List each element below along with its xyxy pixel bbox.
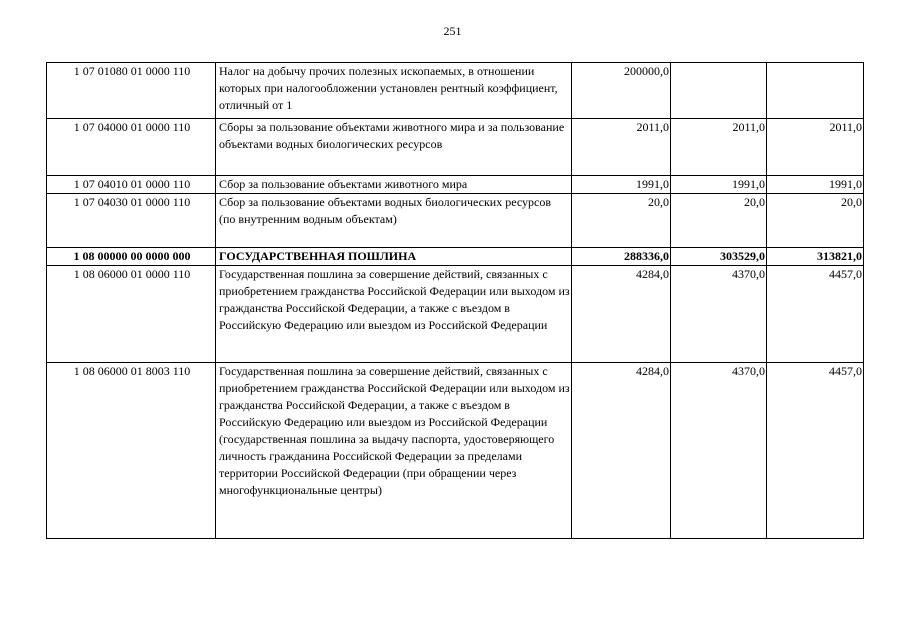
amount-year3-cell: 1991,0 xyxy=(767,176,864,194)
revenue-name-cell: Государственная пошлина за совершение действий, связанных с приобретением гражданства Российской Федерации или выходом из гражданства Российской Федерации, а также с въездом в Российскую Федерацию или выездом из Российской Федерации (государственная пошлина за выдачу паспорта, удостоверяющего личность гражданина Российской Федерации за пределами территории Российской Федерации (при обращении через многофункциональные центры) xyxy=(216,363,572,539)
budget-code-cell: 1 07 01080 01 0000 110 xyxy=(47,63,216,119)
amount-year3-cell: 4457,0 xyxy=(767,363,864,539)
amount-year1-cell: 200000,0 xyxy=(572,63,671,119)
amount-year2-cell: 4370,0 xyxy=(671,363,767,539)
revenue-name-cell: Сборы за пользование объектами животного мира и за пользование объектами водных биологических ресурсов xyxy=(216,119,572,176)
budget-revenue-table xyxy=(46,62,864,539)
budget-code-cell: 1 07 04000 01 0000 110 xyxy=(47,119,216,176)
table-row-section-header xyxy=(47,248,864,266)
amount-year3-cell: 4457,0 xyxy=(767,266,864,363)
revenue-name-cell: Налог на добычу прочих полезных ископаемых, в отношении которых при налогообложении установлен рентный коэффициент, отличный от 1 xyxy=(216,63,572,119)
budget-code-cell: 1 07 04030 01 0000 110 xyxy=(47,194,216,248)
budget-code-cell: 1 08 06000 01 0000 110 xyxy=(47,266,216,363)
amount-year3-cell: 313821,0 xyxy=(767,248,864,266)
amount-year1-cell: 20,0 xyxy=(572,194,671,248)
budget-code-cell: 1 07 04010 01 0000 110 xyxy=(47,176,216,194)
amount-year3-cell: 2011,0 xyxy=(767,119,864,176)
table-row xyxy=(47,266,864,363)
budget-code-cell: 1 08 00000 00 0000 000 xyxy=(47,248,216,266)
page-number: 251 xyxy=(443,24,462,38)
amount-year1-cell: 1991,0 xyxy=(572,176,671,194)
revenue-name-cell: Государственная пошлина за совершение действий, связанных с приобретением гражданства Российской Федерации или выходом из гражданства Российской Федерации, а также с въездом в Российскую Федерацию или выездом из Российской Федерации xyxy=(216,266,572,363)
amount-year1-cell: 4284,0 xyxy=(572,363,671,539)
amount-year1-cell: 2011,0 xyxy=(572,119,671,176)
table-row xyxy=(47,119,864,176)
amount-year2-cell: 303529,0 xyxy=(671,248,767,266)
table-row xyxy=(47,194,864,248)
table-row xyxy=(47,363,864,539)
amount-year3-cell xyxy=(767,63,864,119)
amount-year2-cell: 20,0 xyxy=(671,194,767,248)
amount-year2-cell: 2011,0 xyxy=(671,119,767,176)
table-row xyxy=(47,63,864,119)
table-row xyxy=(47,176,864,194)
budget-code-cell: 1 08 06000 01 8003 110 xyxy=(47,363,216,539)
revenue-name-cell: ГОСУДАРСТВЕННАЯ ПОШЛИНА xyxy=(216,248,572,266)
amount-year1-cell: 288336,0 xyxy=(572,248,671,266)
amount-year3-cell: 20,0 xyxy=(767,194,864,248)
amount-year2-cell: 1991,0 xyxy=(671,176,767,194)
revenue-name-cell: Сбор за пользование объектами животного мира xyxy=(216,176,572,194)
amount-year2-cell: 4370,0 xyxy=(671,266,767,363)
amount-year2-cell xyxy=(671,63,767,119)
revenue-name-cell: Сбор за пользование объектами водных биологических ресурсов (по внутренним водным объектам) xyxy=(216,194,572,248)
amount-year1-cell: 4284,0 xyxy=(572,266,671,363)
